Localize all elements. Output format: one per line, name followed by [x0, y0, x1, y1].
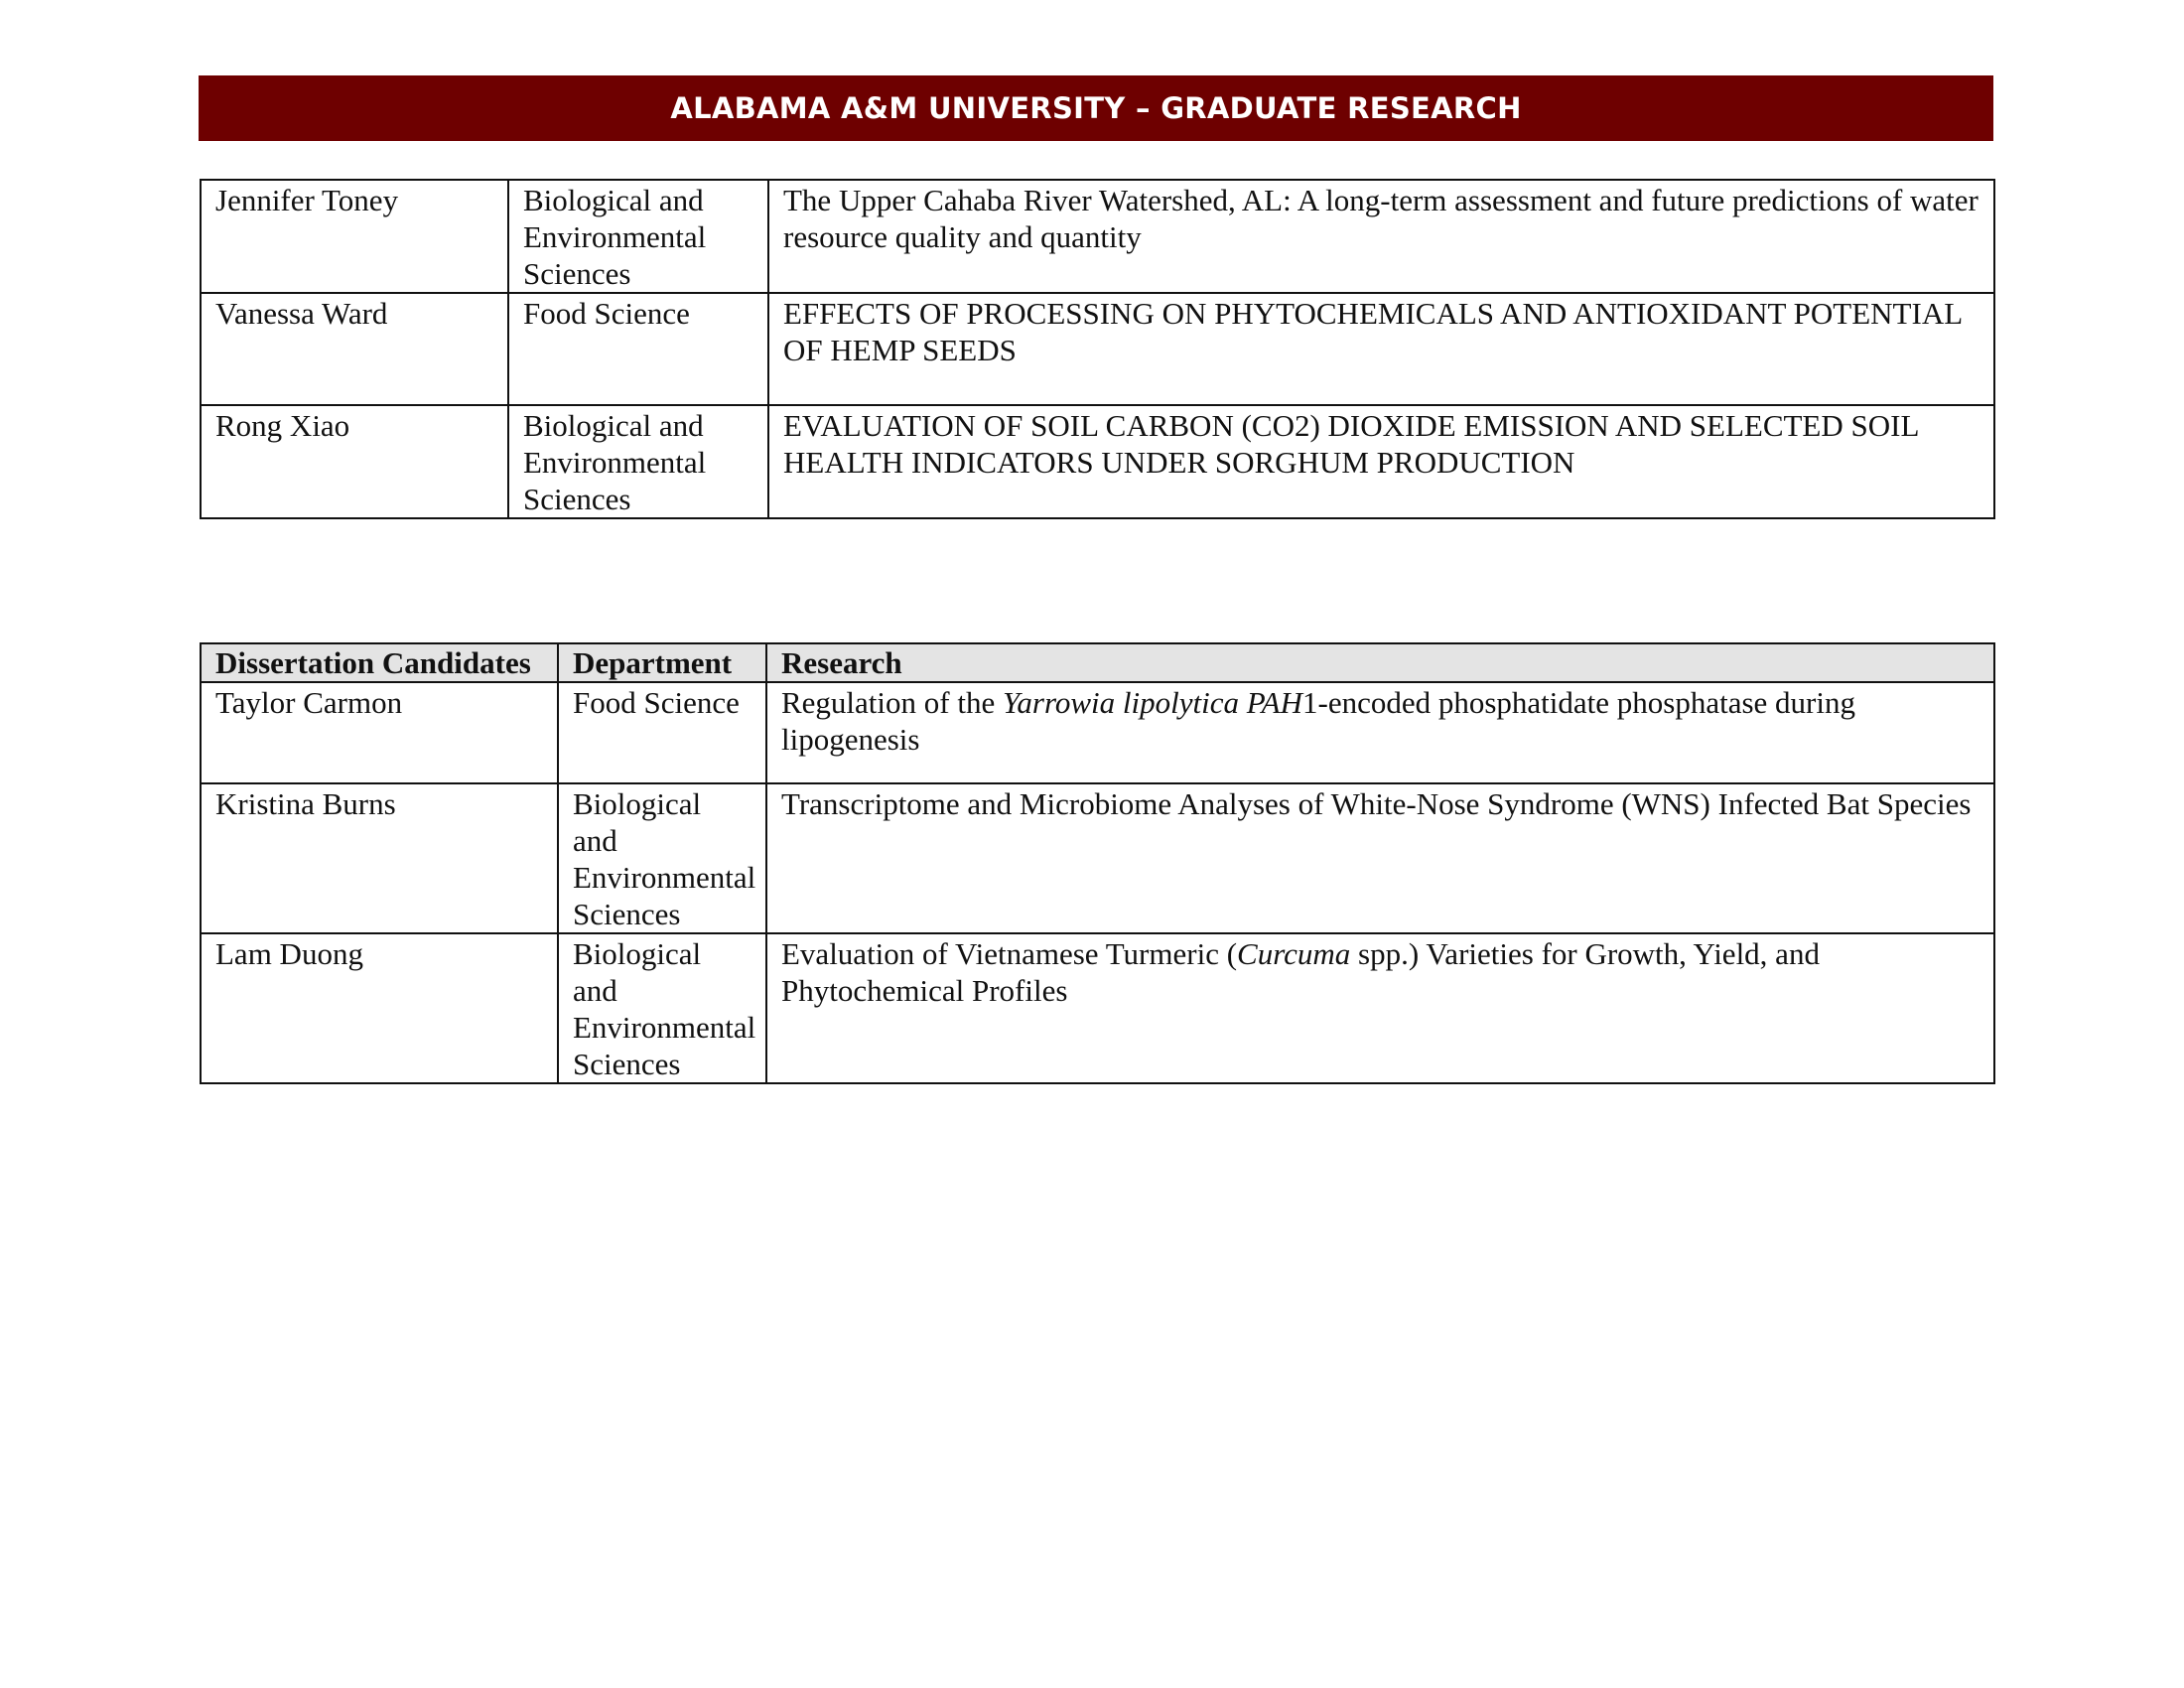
student-name: Rong Xiao	[201, 405, 508, 518]
department: Biological and Environmental Sciences	[508, 405, 768, 518]
table-row	[201, 933, 1994, 1083]
research-text: Regulation of the	[781, 685, 1003, 720]
student-name: Lam Duong	[201, 933, 558, 1083]
table-header-row	[201, 643, 1994, 682]
masters-table	[200, 179, 1995, 519]
table-row	[201, 293, 1994, 405]
research-text: 1-encoded phosphatidate phosphatase during lipogenesis	[781, 685, 1855, 757]
header-banner	[199, 75, 1993, 141]
column-header-department: Department	[558, 643, 766, 682]
research-title: EFFECTS OF PROCESSING ON PHYTOCHEMICALS AND ANTIOXIDANT POTENTIAL OF HEMP SEEDS	[768, 293, 1994, 405]
column-header-candidates: Dissertation Candidates	[201, 643, 558, 682]
research-title	[766, 933, 1994, 1083]
table-row	[201, 682, 1994, 783]
research-text: spp.) Varieties for Growth, Yield, and Phytochemical Profiles	[781, 936, 1820, 1008]
table-row	[201, 180, 1994, 293]
page-title: ALABAMA A&M UNIVERSITY – GRADUATE RESEARCH	[670, 91, 1522, 125]
department: Food Science	[558, 682, 766, 783]
student-name: Kristina Burns	[201, 783, 558, 933]
student-name: Taylor Carmon	[201, 682, 558, 783]
research-title: Transcriptome and Microbiome Analyses of White-Nose Syndrome (WNS) Infected Bat Species	[766, 783, 1994, 933]
department: Biological and Environmental Sciences	[508, 180, 768, 293]
research-title	[766, 682, 1994, 783]
student-name: Vanessa Ward	[201, 293, 508, 405]
research-text: Evaluation of Vietnamese Turmeric (	[781, 936, 1238, 971]
research-italic-text: Curcuma	[1237, 936, 1351, 971]
dissertation-table	[200, 642, 1995, 1084]
column-header-research: Research	[766, 643, 1994, 682]
student-name: Jennifer Toney	[201, 180, 508, 293]
department: Food Science	[508, 293, 768, 405]
table-row	[201, 405, 1994, 518]
table-row	[201, 783, 1994, 933]
research-title: The Upper Cahaba River Watershed, AL: A long-term assessment and future predictions of water resource quality and quantity	[768, 180, 1994, 293]
research-title: EVALUATION OF SOIL CARBON (CO2) DIOXIDE EMISSION AND SELECTED SOIL HEALTH INDICATORS UNDER SORGHUM PRODUCTION	[768, 405, 1994, 518]
research-italic-text: Yarrowia lipolytica PAH	[1002, 685, 1302, 720]
department: Biological and Environmental Sciences	[558, 783, 766, 933]
department: Biological and Environmental Sciences	[558, 933, 766, 1083]
